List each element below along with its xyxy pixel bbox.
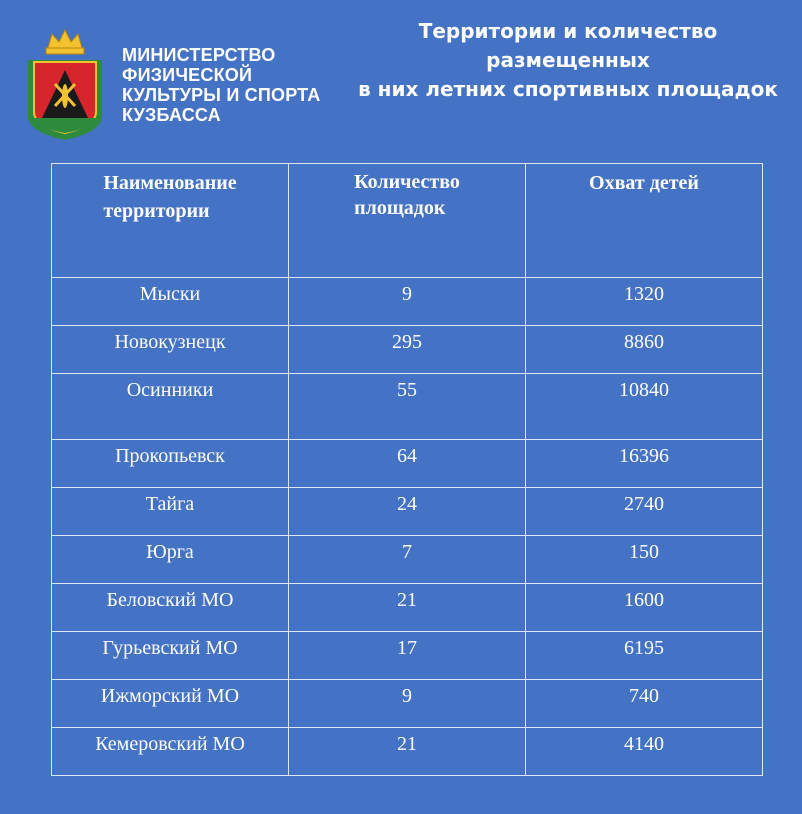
header-territory: [52, 164, 289, 278]
cell-territory: Тайга: [52, 488, 289, 536]
cell-coverage: 10840: [526, 374, 763, 440]
cell-territory: Юрга: [52, 536, 289, 584]
cell-coverage: 1320: [526, 278, 763, 326]
cell-territory: Прокопьевск: [52, 440, 289, 488]
cell-count: 21: [289, 728, 526, 776]
table-row: [52, 488, 763, 536]
title-line-1: Территории и количество размещенных: [418, 19, 718, 72]
ministry-line-1: МИНИСТЕРСТВО: [122, 45, 276, 65]
table-row: [52, 278, 763, 326]
table-row: [52, 536, 763, 584]
cell-coverage: 16396: [526, 440, 763, 488]
header-territory-line-1: Наименование: [103, 172, 237, 194]
cell-territory: Ижморский МО: [52, 680, 289, 728]
cell-count: 9: [289, 278, 526, 326]
cell-territory: Гурьевский МО: [52, 632, 289, 680]
cell-coverage: 150: [526, 536, 763, 584]
header-coverage: Охват детей: [526, 164, 763, 278]
header-count-line-2: площадок: [354, 197, 446, 219]
cell-coverage: 2740: [526, 488, 763, 536]
cell-count: 7: [289, 536, 526, 584]
table-row: [52, 728, 763, 776]
cell-territory: Мыски: [52, 278, 289, 326]
cell-count: 17: [289, 632, 526, 680]
cell-territory: Осинники: [52, 374, 289, 440]
cell-coverage: 6195: [526, 632, 763, 680]
kuzbass-coat-of-arms-icon: [22, 26, 108, 144]
cell-territory: Новокузнецк: [52, 326, 289, 374]
table-header-row: [52, 164, 763, 278]
ministry-line-2: ФИЗИЧЕСКОЙ: [122, 65, 253, 85]
cell-coverage: 4140: [526, 728, 763, 776]
table-row: [52, 632, 763, 680]
table-row: [52, 374, 763, 440]
cell-count: 24: [289, 488, 526, 536]
territories-table: [51, 163, 763, 776]
cell-territory: Кемеровский МО: [52, 728, 289, 776]
table-row: [52, 680, 763, 728]
ministry-line-3: КУЛЬТУРЫ И СПОРТА: [122, 85, 321, 105]
table-row: [52, 326, 763, 374]
table-row: [52, 440, 763, 488]
header-count: [289, 164, 526, 278]
cell-count: 295: [289, 326, 526, 374]
cell-territory: Беловский МО: [52, 584, 289, 632]
cell-count: 9: [289, 680, 526, 728]
cell-coverage: 1600: [526, 584, 763, 632]
cell-count: 64: [289, 440, 526, 488]
cell-coverage: 8860: [526, 326, 763, 374]
table-row: [52, 584, 763, 632]
cell-coverage: 740: [526, 680, 763, 728]
title-line-2: в них летних спортивных площадок: [358, 77, 778, 101]
ministry-line-4: КУЗБАССА: [122, 105, 221, 125]
cell-count: 21: [289, 584, 526, 632]
header-territory-line-2: территории: [103, 200, 210, 222]
header-count-line-1: Количество: [354, 171, 460, 193]
cell-count: 55: [289, 374, 526, 440]
page-title: [334, 17, 802, 104]
ministry-name: [122, 45, 320, 125]
